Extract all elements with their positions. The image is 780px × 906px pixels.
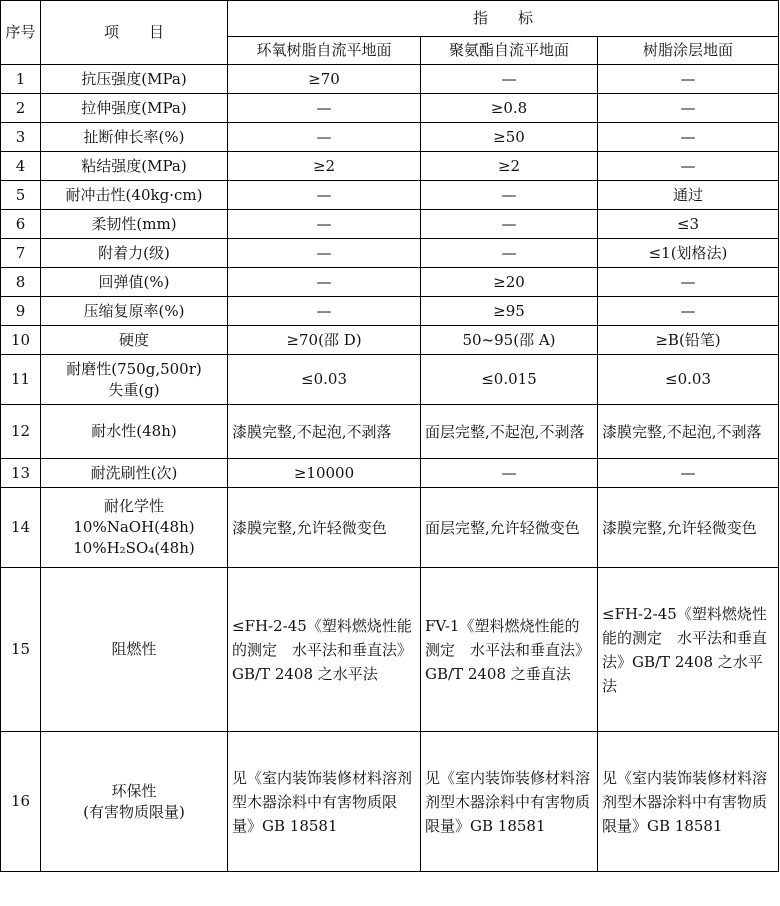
cell-value: 50~95(邵 A) (421, 326, 598, 355)
cell-value: — (421, 65, 598, 94)
cell-value: ≥0.8 (421, 94, 598, 123)
cell-value: ≥50 (421, 123, 598, 152)
row-item: 压缩复原率(%) (41, 297, 228, 326)
table-row (1, 65, 779, 94)
cell-value: ≤1(划格法) (598, 239, 779, 268)
cell-value: ≤0.03 (228, 355, 421, 405)
row-item: 附着力(级) (41, 239, 228, 268)
table-row (1, 459, 779, 488)
cell-value: — (598, 152, 779, 181)
cell-value: — (228, 297, 421, 326)
row-item: 环保性 (有害物质限量) (41, 732, 228, 872)
row-seq: 13 (1, 459, 41, 488)
table-row (1, 488, 779, 568)
row-seq: 5 (1, 181, 41, 210)
row-item: 回弹值(%) (41, 268, 228, 297)
row-item: 抗压强度(MPa) (41, 65, 228, 94)
table-row (1, 181, 779, 210)
row-seq: 2 (1, 94, 41, 123)
row-item: 柔韧性(mm) (41, 210, 228, 239)
table-row (1, 568, 779, 732)
row-item: 耐水性(48h) (41, 405, 228, 459)
cell-value: ≥20 (421, 268, 598, 297)
cell-value: 漆膜完整,不起泡,不剥落 (598, 405, 779, 459)
cell-value: — (598, 268, 779, 297)
row-item: 耐磨性(750g,500r) 失重(g) (41, 355, 228, 405)
cell-value: — (228, 123, 421, 152)
row-seq: 14 (1, 488, 41, 568)
row-seq: 1 (1, 65, 41, 94)
table-row (1, 268, 779, 297)
header-item: 项 目 (41, 1, 228, 65)
cell-value: ≤FH-2-45《塑料燃烧性能的测定 水平法和垂直法》GB/T 2408 之水平法 (228, 568, 421, 732)
cell-value: ≥2 (421, 152, 598, 181)
row-item: 硬度 (41, 326, 228, 355)
row-item: 粘结强度(MPa) (41, 152, 228, 181)
row-seq: 9 (1, 297, 41, 326)
row-seq: 11 (1, 355, 41, 405)
table-row (1, 210, 779, 239)
cell-value: ≤0.03 (598, 355, 779, 405)
table-row (1, 405, 779, 459)
cell-value: ≤0.015 (421, 355, 598, 405)
cell-value: — (421, 181, 598, 210)
cell-value: — (228, 181, 421, 210)
cell-value: 面层完整,允许轻微变色 (421, 488, 598, 568)
cell-value: ≥10000 (228, 459, 421, 488)
cell-value: 漆膜完整,不起泡,不剥落 (228, 405, 421, 459)
cell-value: ≥95 (421, 297, 598, 326)
row-seq: 6 (1, 210, 41, 239)
cell-value: — (598, 123, 779, 152)
row-seq: 10 (1, 326, 41, 355)
cell-value: 面层完整,不起泡,不剥落 (421, 405, 598, 459)
cell-value: — (228, 210, 421, 239)
cell-value: 见《室内装饰装修材料溶剂型木器涂料中有害物质限量》GB 18581 (228, 732, 421, 872)
row-seq: 12 (1, 405, 41, 459)
row-item: 扯断伸长率(%) (41, 123, 228, 152)
cell-value: — (421, 210, 598, 239)
table-row (1, 152, 779, 181)
cell-value: 通过 (598, 181, 779, 210)
table-row (1, 355, 779, 405)
cell-value: — (228, 239, 421, 268)
row-seq: 3 (1, 123, 41, 152)
cell-value: 见《室内装饰装修材料溶剂型木器涂料中有害物质限量》GB 18581 (598, 732, 779, 872)
table-row (1, 239, 779, 268)
row-item: 阻燃性 (41, 568, 228, 732)
table-row (1, 732, 779, 872)
cell-value: 见《室内装饰装修材料溶剂型木器涂料中有害物质限量》GB 18581 (421, 732, 598, 872)
row-seq: 16 (1, 732, 41, 872)
table-row (1, 123, 779, 152)
header-seq: 序号 (1, 1, 41, 65)
cell-value: ≥70(邵 D) (228, 326, 421, 355)
cell-value: 漆膜完整,允许轻微变色 (228, 488, 421, 568)
cell-value: — (228, 268, 421, 297)
row-item: 耐洗刷性(次) (41, 459, 228, 488)
row-item: 耐化学性 10%NaOH(48h) 10%H₂SO₄(48h) (41, 488, 228, 568)
cell-value: ≥B(铅笔) (598, 326, 779, 355)
row-item: 拉伸强度(MPa) (41, 94, 228, 123)
cell-value: — (421, 459, 598, 488)
cell-value: ≤FH-2-45《塑料燃烧性能的测定 水平法和垂直法》GB/T 2408 之水平法 (598, 568, 779, 732)
header-col-resin-coating: 树脂涂层地面 (598, 37, 779, 65)
cell-value: — (228, 94, 421, 123)
row-item: 耐冲击性(40kg·cm) (41, 181, 228, 210)
cell-value: — (598, 65, 779, 94)
table-row (1, 94, 779, 123)
header-col-polyurethane: 聚氨酯自流平地面 (421, 37, 598, 65)
row-seq: 4 (1, 152, 41, 181)
cell-value: ≥2 (228, 152, 421, 181)
cell-value: — (598, 459, 779, 488)
cell-value: ≥70 (228, 65, 421, 94)
cell-value: — (421, 239, 598, 268)
cell-value: — (598, 297, 779, 326)
header-indicator: 指 标 (228, 1, 779, 37)
row-seq: 15 (1, 568, 41, 732)
row-seq: 8 (1, 268, 41, 297)
table-row (1, 297, 779, 326)
cell-value: FV-1《塑料燃烧性能的测定 水平法和垂直法》GB/T 2408 之垂直法 (421, 568, 598, 732)
cell-value: — (598, 94, 779, 123)
header-col-epoxy: 环氧树脂自流平地面 (228, 37, 421, 65)
cell-value: ≤3 (598, 210, 779, 239)
row-seq: 7 (1, 239, 41, 268)
cell-value: 漆膜完整,允许轻微变色 (598, 488, 779, 568)
table-row (1, 326, 779, 355)
